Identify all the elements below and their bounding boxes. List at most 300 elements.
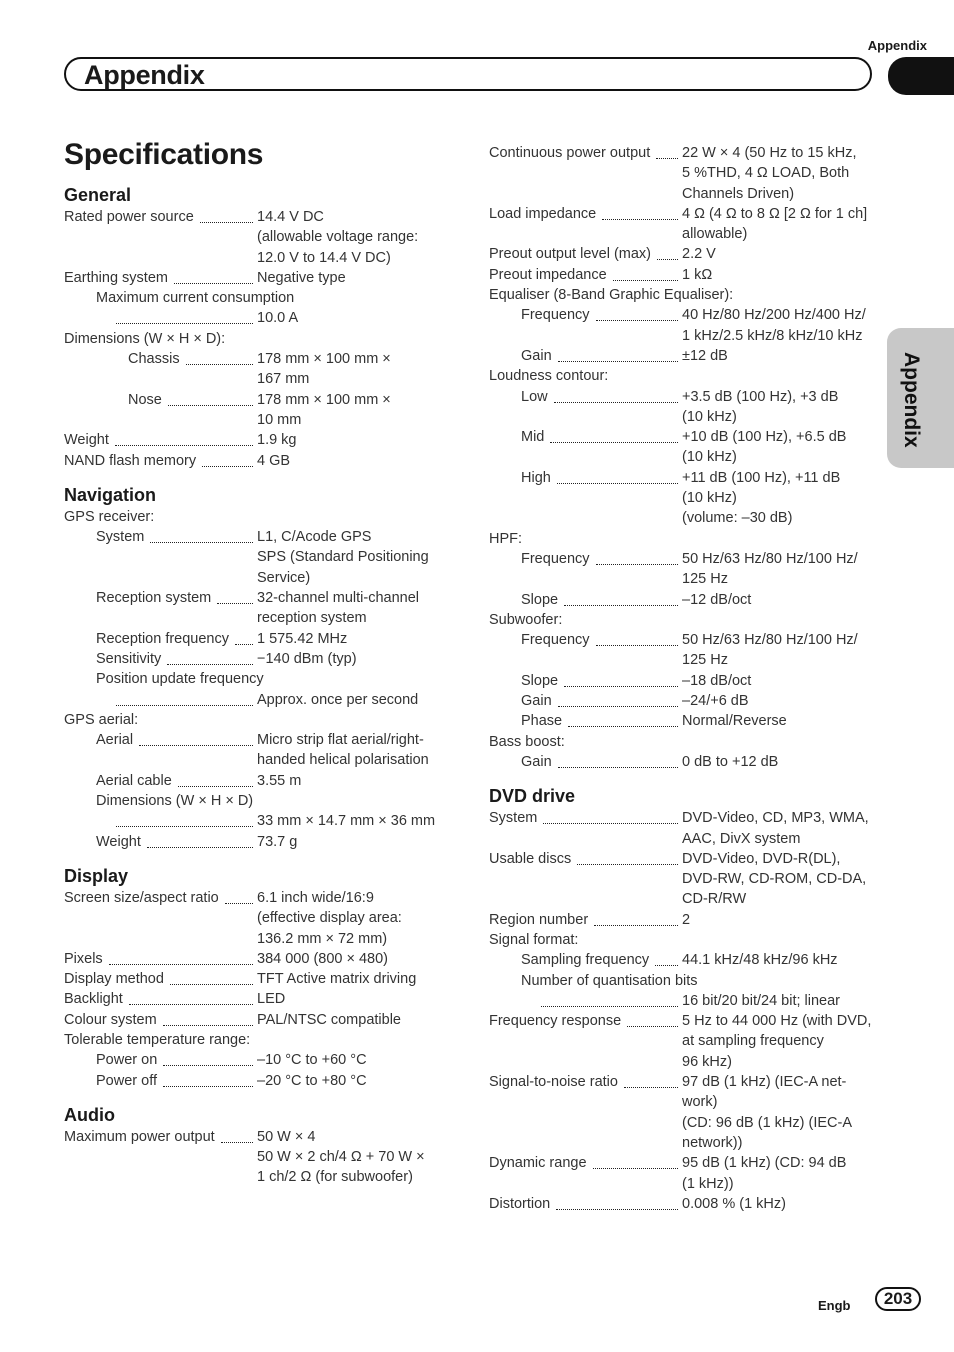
spec-row: [64, 771, 459, 791]
spec-value: 384 000 (800 × 480): [257, 950, 389, 967]
spec-row: [64, 1050, 459, 1070]
running-head: Appendix: [867, 38, 927, 53]
spec-label: Power off: [96, 1072, 157, 1089]
dot-leader: [163, 1050, 253, 1066]
spec-value: (allowable voltage range:: [257, 229, 419, 246]
spec-row: [489, 1153, 884, 1173]
dot-leader: [543, 808, 678, 824]
spec-label: Frequency: [521, 550, 590, 567]
spec-label: Colour system: [64, 1011, 157, 1028]
spec-label: Backlight: [64, 991, 123, 1008]
spec-section-display: [64, 865, 459, 1091]
spec-row: [489, 671, 884, 691]
spec-row: [489, 529, 884, 549]
spec-row: [489, 224, 884, 244]
spec-row: [489, 244, 884, 264]
dot-leader: [186, 349, 253, 365]
dot-leader: [602, 204, 678, 220]
spec-value: –24/+6 dB: [682, 693, 749, 710]
spec-value: work): [682, 1094, 718, 1111]
dot-leader: [163, 1010, 253, 1026]
spec-value: 73.7 g: [257, 833, 298, 850]
dot-leader: [109, 949, 253, 965]
spec-row: [64, 1127, 459, 1147]
spec-row: [64, 710, 459, 730]
dot-leader: [564, 590, 678, 606]
spec-value: +10 dB (100 Hz), +6.5 dB: [682, 429, 847, 446]
spec-value: 5 Hz to 44 000 Hz (with DVD,: [682, 1013, 872, 1030]
spec-value: 32-channel multi-channel: [257, 590, 420, 607]
dot-leader: [170, 969, 253, 985]
dot-leader: [200, 207, 253, 223]
spec-label: Low: [521, 388, 548, 405]
spec-row: [489, 1174, 884, 1194]
dot-leader: [116, 308, 253, 324]
spec-row: [489, 366, 884, 386]
spec-value: 16 bit/20 bit/24 bit; linear: [682, 992, 840, 1009]
spec-row: [64, 888, 459, 908]
spec-row: [489, 184, 884, 204]
spec-value: 2: [682, 911, 691, 928]
spec-row: [489, 869, 884, 889]
spec-row: [489, 849, 884, 869]
spec-label: Slope: [521, 672, 559, 689]
spec-label: Maximum current consumption: [96, 290, 295, 307]
spec-label: High: [521, 469, 551, 486]
spec-value: SPS (Standard Positioning: [257, 549, 429, 566]
spec-row: [64, 608, 459, 628]
spec-row: [64, 669, 459, 689]
spec-label: Maximum power output: [64, 1128, 215, 1145]
spec-row: [64, 527, 459, 547]
spec-row: [64, 949, 459, 969]
spec-value: CD-R/RW: [682, 891, 747, 908]
spec-row: [64, 1010, 459, 1030]
spec-row: [489, 1052, 884, 1072]
spec-value: 178 mm × 100 mm ×: [257, 391, 391, 408]
spec-row: [489, 1092, 884, 1112]
banner-title: Appendix: [84, 60, 205, 90]
spec-label: Gain: [521, 753, 552, 770]
dot-leader: [550, 427, 678, 443]
spec-row: [489, 163, 884, 183]
spec-value: 10 mm: [257, 411, 302, 428]
spec-row: [64, 390, 459, 410]
dot-leader: [596, 549, 678, 565]
dot-leader: [627, 1011, 678, 1027]
spec-row: [489, 488, 884, 508]
spec-row: [489, 265, 884, 285]
spec-value: 4 GB: [257, 452, 291, 469]
section-banner: [64, 57, 872, 91]
spec-row: [64, 1167, 459, 1187]
dot-leader: [235, 629, 253, 645]
spec-row: [64, 1147, 459, 1167]
section-heading: Display: [64, 865, 129, 886]
dot-leader: [178, 771, 253, 787]
spec-row: [489, 1113, 884, 1133]
dot-leader: [613, 265, 678, 281]
spec-row: [64, 268, 459, 288]
spec-row: [64, 649, 459, 669]
spec-label: Continuous power output: [489, 145, 651, 161]
spec-row: [64, 969, 459, 989]
side-tab-label: Appendix: [900, 352, 923, 448]
dot-leader: [557, 468, 678, 484]
spec-label: System: [96, 529, 145, 546]
spec-label: Dimensions (W × H × D):: [64, 330, 226, 347]
spec-label: Frequency response: [489, 1013, 622, 1030]
spec-value: TFT Active matrix driving: [257, 971, 417, 988]
spec-row: [489, 630, 884, 650]
spec-value: (10 kHz): [682, 408, 737, 425]
dot-leader: [116, 690, 253, 706]
spec-value: –18 dB/oct: [682, 672, 752, 689]
spec-row: [489, 326, 884, 346]
spec-label: Loudness contour:: [489, 368, 609, 385]
spec-value: (volume: –30 dB): [682, 510, 793, 527]
spec-row: [64, 207, 459, 227]
dot-leader: [593, 1153, 678, 1169]
spec-value: 12.0 V to 14.4 V DC): [257, 249, 391, 266]
spec-value: handed helical polarisation: [257, 752, 429, 769]
spec-label: Earthing system: [64, 269, 168, 286]
spec-row: [489, 732, 884, 752]
spec-value: 97 dB (1 kHz) (IEC-A net-: [682, 1074, 847, 1091]
spec-label: Equaliser (8-Band Graphic Equaliser):: [489, 287, 734, 304]
dot-leader: [624, 1072, 678, 1088]
spec-row: [489, 950, 884, 970]
spec-label: Load impedance: [489, 205, 597, 222]
spec-row: [489, 610, 884, 630]
spec-value: 136.2 mm × 72 mm): [257, 930, 388, 947]
spec-value: AAC, DivX system: [682, 830, 801, 847]
dot-leader: [129, 989, 253, 1005]
spec-row: [64, 750, 459, 770]
spec-label: Power on: [96, 1052, 158, 1069]
spec-row: [64, 410, 459, 430]
spec-label: Gain: [521, 693, 552, 710]
dot-leader: [556, 1194, 678, 1210]
spec-value: 50 Hz/63 Hz/80 Hz/100 Hz/: [682, 632, 858, 649]
spec-row: [489, 1031, 884, 1051]
spec-row: [489, 889, 884, 909]
spec-row: [489, 691, 884, 711]
spec-value: 3.55 m: [257, 772, 302, 789]
spec-row: [64, 832, 459, 852]
section-heading: Audio: [64, 1104, 115, 1125]
spec-label: Reception frequency: [96, 630, 229, 647]
spec-row: [64, 329, 459, 349]
spec-value: 6.1 inch wide/16:9: [257, 889, 374, 906]
spec-value: 33 mm × 14.7 mm × 36 mm: [257, 813, 436, 830]
spec-row: [489, 387, 884, 407]
spec-section-continued: [489, 143, 884, 772]
spec-value: –20 °C to +80 °C: [257, 1072, 367, 1089]
spec-value: 1 ch/2 Ω (for subwoofer): [257, 1169, 413, 1186]
dot-leader: [147, 832, 253, 848]
spec-row: [489, 468, 884, 488]
section-heading: Navigation: [64, 484, 157, 505]
spec-row: [64, 929, 459, 949]
spec-label: Dynamic range: [489, 1155, 587, 1172]
spec-value: 0.008 % (1 kHz): [682, 1195, 786, 1212]
page-title: Specifications: [64, 138, 264, 171]
spec-label: Preout output level (max): [489, 246, 651, 263]
spec-value: (effective display area:: [257, 910, 402, 927]
spec-column-left: [64, 184, 459, 1188]
spec-label: Signal format:: [489, 931, 579, 948]
dot-leader: [558, 691, 678, 707]
spec-value: 1 575.42 MHz: [257, 630, 348, 647]
spec-label: Frequency: [521, 307, 590, 324]
spec-value: 125 Hz: [682, 652, 728, 669]
spec-label: Pixels: [64, 950, 103, 967]
spec-row: [489, 829, 884, 849]
spec-label: Subwoofer:: [489, 611, 563, 628]
spec-row: [489, 569, 884, 589]
spec-label: HPF:: [489, 530, 523, 547]
spec-value: 95 dB (1 kHz) (CD: 94 dB: [682, 1155, 847, 1172]
spec-value: DVD-RW, CD-ROM, CD-DA,: [682, 871, 867, 888]
spec-row: [64, 288, 459, 308]
spec-value: 50 Hz/63 Hz/80 Hz/100 Hz/: [682, 550, 858, 567]
spec-row: [64, 730, 459, 750]
spec-row: [64, 690, 459, 710]
spec-value: allowable): [682, 226, 748, 243]
spec-row: [489, 549, 884, 569]
spec-row: [489, 508, 884, 528]
spec-label: Position update frequency: [96, 671, 264, 688]
spec-value: at sampling frequency: [682, 1033, 824, 1050]
spec-row: [489, 1072, 884, 1092]
spec-row: [489, 1133, 884, 1153]
spec-value: Micro strip flat aerial/right-: [257, 732, 424, 749]
spec-value: 50 W × 2 ch/4 Ω + 70 W ×: [257, 1149, 425, 1166]
spec-label: Rated power source: [64, 209, 194, 225]
spec-label: GPS receiver:: [64, 508, 155, 525]
spec-label: Phase: [521, 713, 563, 730]
spec-row: [64, 811, 459, 831]
dot-leader: [217, 588, 253, 604]
spec-label: Gain: [521, 347, 552, 364]
spec-label: Chassis: [128, 351, 180, 368]
spec-label: Aerial cable: [96, 772, 172, 789]
spec-value: LED: [257, 991, 286, 1008]
spec-row: [489, 447, 884, 467]
spec-value: ±12 dB: [682, 347, 728, 364]
spec-row: [489, 143, 884, 163]
spec-row: [489, 285, 884, 305]
spec-value: 14.4 V DC: [257, 209, 324, 225]
spec-value: 22 W × 4 (50 Hz to 15 kHz,: [682, 145, 857, 161]
spec-value: PAL/NTSC compatible: [257, 1011, 401, 1028]
section-heading: General: [64, 185, 132, 205]
spec-row: [489, 711, 884, 731]
spec-value: reception system: [257, 610, 367, 627]
spec-value: +11 dB (100 Hz), +11 dB: [682, 469, 841, 486]
dot-leader: [139, 730, 253, 746]
spec-value: Service): [257, 569, 311, 586]
spec-value: DVD-Video, DVD-R(DL),: [682, 850, 841, 867]
spec-row: [64, 308, 459, 328]
spec-row: [64, 349, 459, 369]
spec-value: DVD-Video, CD, MP3, WMA,: [682, 810, 869, 827]
spec-value: (CD: 96 dB (1 kHz) (IEC-A: [682, 1114, 852, 1131]
spec-row: [489, 407, 884, 427]
spec-row: [64, 507, 459, 527]
spec-value: 40 Hz/80 Hz/200 Hz/400 Hz/: [682, 307, 866, 324]
spec-row: [64, 227, 459, 247]
dot-leader: [564, 671, 678, 687]
spec-section-general: [64, 184, 459, 471]
spec-label: Bass boost:: [489, 733, 565, 750]
dot-leader: [150, 527, 253, 543]
spec-row: [489, 991, 884, 1011]
spec-value: –12 dB/oct: [682, 591, 752, 608]
spec-row: [489, 910, 884, 930]
dot-leader: [163, 1071, 253, 1087]
spec-row: [64, 1030, 459, 1050]
dot-leader: [596, 305, 678, 321]
spec-label: Weight: [64, 432, 109, 449]
spec-row: [489, 346, 884, 366]
spec-value: (1 kHz)): [682, 1175, 734, 1192]
spec-row: [489, 808, 884, 828]
spec-label: Usable discs: [489, 850, 572, 867]
spec-row: [489, 204, 884, 224]
spec-label: Preout impedance: [489, 266, 607, 283]
spec-value: 178 mm × 100 mm ×: [257, 351, 391, 368]
spec-label: Sampling frequency: [521, 952, 650, 969]
spec-value: L1, C/Acode GPS: [257, 529, 372, 546]
spec-section-navigation: [64, 484, 459, 852]
spec-row: [489, 305, 884, 325]
spec-label: Frequency: [521, 632, 590, 649]
spec-value: 2.2 V: [682, 246, 716, 263]
spec-row: [64, 248, 459, 268]
spec-row: [489, 590, 884, 610]
spec-row: [64, 629, 459, 649]
dot-leader: [656, 143, 678, 159]
spec-label: Tolerable temperature range:: [64, 1031, 251, 1048]
spec-label: Distortion: [489, 1195, 551, 1212]
spec-label: GPS aerial:: [64, 711, 139, 728]
spec-value: +3.5 dB (100 Hz), +3 dB: [682, 388, 839, 405]
spec-row: [64, 451, 459, 471]
spec-label: Region number: [489, 911, 589, 928]
dot-leader: [554, 387, 678, 403]
dot-leader: [116, 811, 253, 827]
spec-label: Sensitivity: [96, 650, 162, 667]
spec-row: [64, 791, 459, 811]
spec-row: [64, 430, 459, 450]
spec-label: Dimensions (W × H × D): [96, 793, 254, 810]
spec-value: 0 dB to +12 dB: [682, 753, 779, 770]
spec-value: 5 %THD, 4 Ω LOAD, Both: [682, 165, 850, 182]
spec-label: Signal-to-noise ratio: [489, 1074, 618, 1091]
spec-row: [64, 369, 459, 389]
spec-value: –10 °C to +60 °C: [257, 1052, 367, 1069]
dot-leader: [168, 390, 253, 406]
section-heading: DVD drive: [489, 786, 576, 807]
spec-value: 167 mm: [257, 371, 310, 388]
spec-value: Approx. once per second: [257, 691, 419, 708]
spec-label: Mid: [521, 429, 545, 446]
dot-leader: [558, 752, 678, 768]
spec-value: 50 W × 4: [257, 1128, 316, 1145]
language-code: Engb: [818, 1298, 851, 1313]
page-number: 203: [875, 1287, 921, 1311]
spec-row: [489, 427, 884, 447]
dot-leader: [657, 244, 678, 260]
dot-leader: [558, 346, 678, 362]
spec-label: Reception system: [96, 590, 212, 607]
dot-leader: [596, 630, 678, 646]
spec-row: [64, 568, 459, 588]
dot-leader: [202, 451, 253, 467]
spec-value: network)): [682, 1134, 743, 1151]
dot-leader: [174, 268, 253, 284]
dot-leader: [594, 910, 678, 926]
spec-column-right: [489, 143, 884, 1214]
spec-label: Slope: [521, 591, 559, 608]
spec-value: 44.1 kHz/48 kHz/96 kHz: [682, 952, 838, 969]
spec-row: [489, 1194, 884, 1214]
spec-value: (10 kHz): [682, 449, 737, 466]
spec-value: Negative type: [257, 269, 346, 286]
spec-value: 1 kHz/2.5 kHz/8 kHz/10 kHz: [682, 327, 863, 344]
spec-row: [64, 1071, 459, 1091]
spec-label: Weight: [96, 833, 141, 850]
spec-label: Number of quantisation bits: [521, 972, 698, 989]
spec-row: [489, 1011, 884, 1031]
spec-value: (10 kHz): [682, 490, 737, 507]
spec-section-audio: [64, 1104, 459, 1188]
spec-label: Nose: [128, 391, 162, 408]
spec-row: [64, 588, 459, 608]
spec-row: [64, 989, 459, 1009]
spec-value: 96 kHz): [682, 1053, 732, 1070]
dot-leader: [115, 430, 253, 446]
spec-label: Aerial: [96, 732, 134, 749]
dot-leader: [655, 950, 678, 966]
spec-row: [489, 752, 884, 772]
spec-value: 1.9 kg: [257, 432, 297, 449]
spec-value: Channels Driven): [682, 185, 795, 202]
spec-value: 1 kΩ: [682, 266, 713, 283]
spec-value: 125 Hz: [682, 571, 728, 588]
spec-row: [489, 650, 884, 670]
dot-leader: [167, 649, 253, 665]
spec-label: System: [489, 810, 538, 827]
dot-leader: [225, 888, 253, 904]
spec-row: [489, 971, 884, 991]
spec-section-dvd-drive: [489, 785, 884, 1214]
dot-leader: [541, 991, 678, 1007]
spec-value: Normal/Reverse: [682, 713, 787, 730]
dot-leader: [221, 1127, 253, 1143]
spec-row: [64, 908, 459, 928]
spec-value: 4 Ω (4 Ω to 8 Ω [2 Ω for 1 ch]: [682, 205, 868, 222]
spec-value: −140 dBm (typ): [257, 650, 357, 667]
dot-leader: [577, 849, 678, 865]
spec-value: 10.0 A: [257, 310, 299, 327]
spec-row: [64, 547, 459, 567]
spec-row: [489, 930, 884, 950]
dot-leader: [568, 711, 678, 727]
banner-tab: [888, 57, 954, 95]
